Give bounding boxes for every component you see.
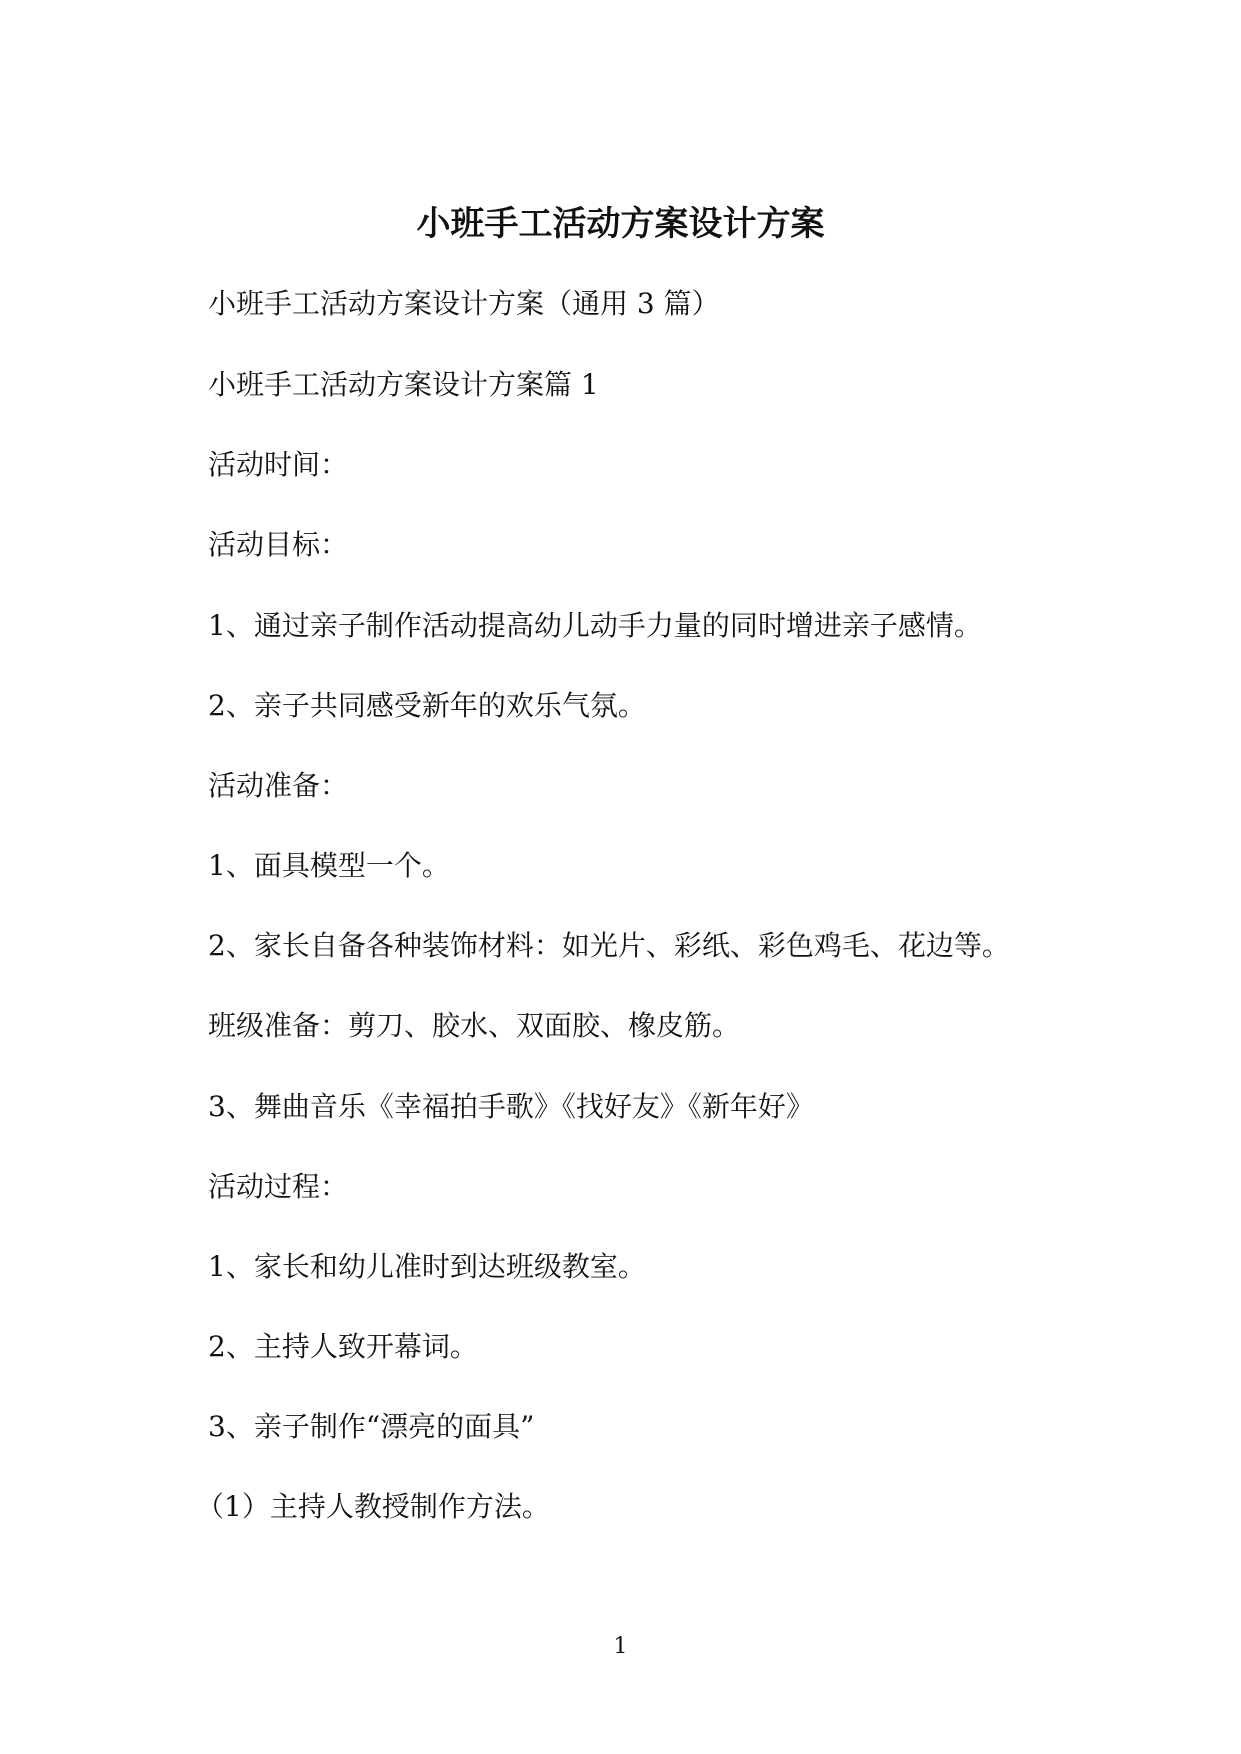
paragraph-activity-goals: 活动目标： bbox=[208, 528, 349, 561]
paragraph-process-2: 2、主持人致开幕词。 bbox=[208, 1330, 478, 1363]
paragraph-activity-time: 活动时间： bbox=[208, 448, 349, 481]
paragraph-goal-1: 1、通过亲子制作活动提高幼儿动手力量的同时增进亲子感情。 bbox=[208, 609, 982, 642]
paragraph-process-3-1: （1）主持人教授制作方法。 bbox=[196, 1490, 550, 1523]
paragraph-section-heading: 小班手工活动方案设计方案篇 1 bbox=[208, 368, 599, 401]
paragraph-process-1: 1、家长和幼儿准时到达班级教室。 bbox=[208, 1250, 646, 1283]
page-number: 1 bbox=[613, 1634, 628, 1659]
paragraph-prep-2: 2、家长自备各种装饰材料：如光片、彩纸、彩色鸡毛、花边等。 bbox=[208, 929, 1010, 962]
paragraph-prep-3: 3、舞曲音乐《幸福拍手歌》《找好友》《新年好》 bbox=[208, 1090, 814, 1123]
paragraph-class-prep: 班级准备：剪刀、胶水、双面胶、橡皮筋。 bbox=[208, 1009, 741, 1042]
paragraph-process-3: 3、亲子制作“漂亮的面具” bbox=[208, 1410, 535, 1443]
document-title: 小班手工活动方案设计方案 bbox=[416, 204, 825, 244]
paragraph-activity-process: 活动过程： bbox=[208, 1170, 349, 1203]
paragraph-subtitle: 小班手工活动方案设计方案（通用 3 篇） bbox=[208, 287, 720, 320]
paragraph-goal-2: 2、亲子共同感受新年的欢乐气氛。 bbox=[208, 689, 646, 722]
paragraph-prep-1: 1、面具模型一个。 bbox=[208, 849, 450, 882]
paragraph-activity-preparation: 活动准备： bbox=[208, 769, 349, 802]
